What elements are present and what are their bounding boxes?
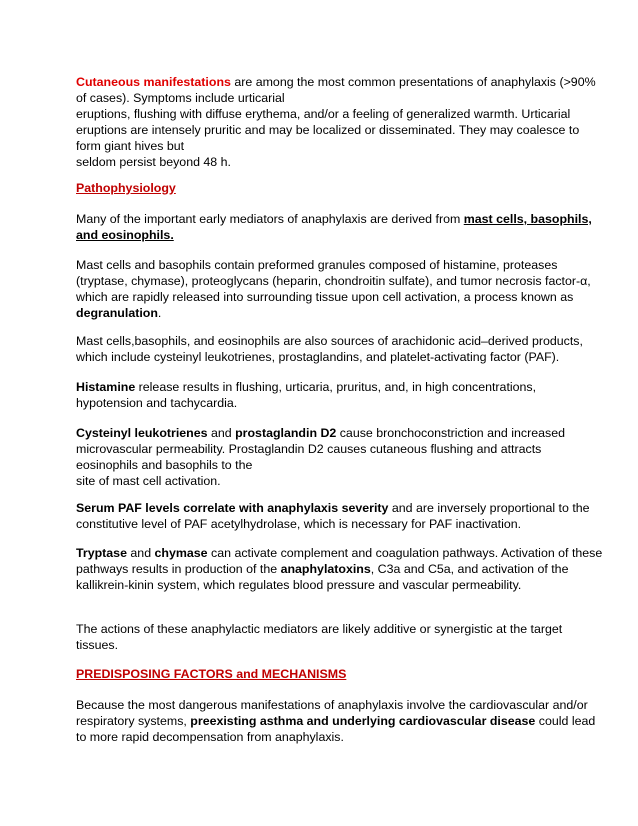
mast-cells-link-text: mast cells, basophils,: [463, 212, 592, 226]
predisposing-heading: PREDISPOSING FACTORS and MECHANISMS: [76, 667, 347, 681]
paf-paragraph: Serum PAF levels correlate with anaphylaxis severity and are inversely proportional to the constitutive level of PAF acetylhydrolase, which is necessary for PAF inactivation.: [76, 501, 590, 531]
histamine-paragraph: Histamine release results in flushing, urticaria, pruritus, and, in high concentrations, hypotension and tachycardia.: [76, 380, 537, 410]
arachidonic-paragraph: Mast cells,basophils, and eosinophils are also sources of arachidonic acid–derived products, which include cysteinyl leukotrienes, prostaglandins, and platelet-activating factor (PAF).: [76, 334, 583, 364]
predisposing-paragraph: Because the most dangerous manifestations of anaphylaxis involve the cardiovascular and/or respiratory systems, preexisting asthma and underlying cardiovascular disease could lead to more rapid decompensation from anaphylaxis.: [76, 698, 596, 744]
pathophysiology-heading: Pathophysiology: [76, 181, 176, 195]
leukotrienes-paragraph: Cysteinyl leukotrienes and prostaglandin D2 cause bronchoconstriction and increased microvascular permeability. Prostaglandin D2 causes cutaneous flushing and attracts eosinophils and basophils to the site of mast cell activation.: [76, 426, 565, 488]
tryptase-paragraph: Tryptase and chymase can activate complement and coagulation pathways. Activation of these pathways results in production of the anaphylatoxins, C3a and C5a, and activation of the kallikrein-kinin system, which regulates blood pressure and vascular permeability.: [76, 546, 603, 592]
cutaneous-paragraph: Cutaneous manifestations are among the most common presentations of anaphylaxis (>90% of cases). Symptoms include urticarial eruptions, flushing with diffuse erythema, and/or a feeling of generalized warmth. Urticarial eruptions are intensely pruritic and may be localized or disseminated. They may coalesce to form giant hives but seldom persist beyond 48 h.: [76, 75, 596, 169]
actions-paragraph: The actions of these anaphylactic mediators are likely additive or synergistic at the target tissues.: [76, 622, 563, 652]
mediators-paragraph: Many of the important early mediators of anaphylaxis are derived from mast cells, basophils, and eosinophils.: [76, 212, 592, 242]
granules-paragraph: Mast cells and basophils contain preformed granules composed of histamine, proteases (tryptase, chymase), proteoglycans (heparin, chondroitin sulfate), and tumor necrosis factor-α, which are rapidly released into surrounding tissue upon cell activation, a process known as degranulation.: [76, 258, 591, 320]
cutaneous-term: Cutaneous manifestations: [76, 75, 231, 89]
